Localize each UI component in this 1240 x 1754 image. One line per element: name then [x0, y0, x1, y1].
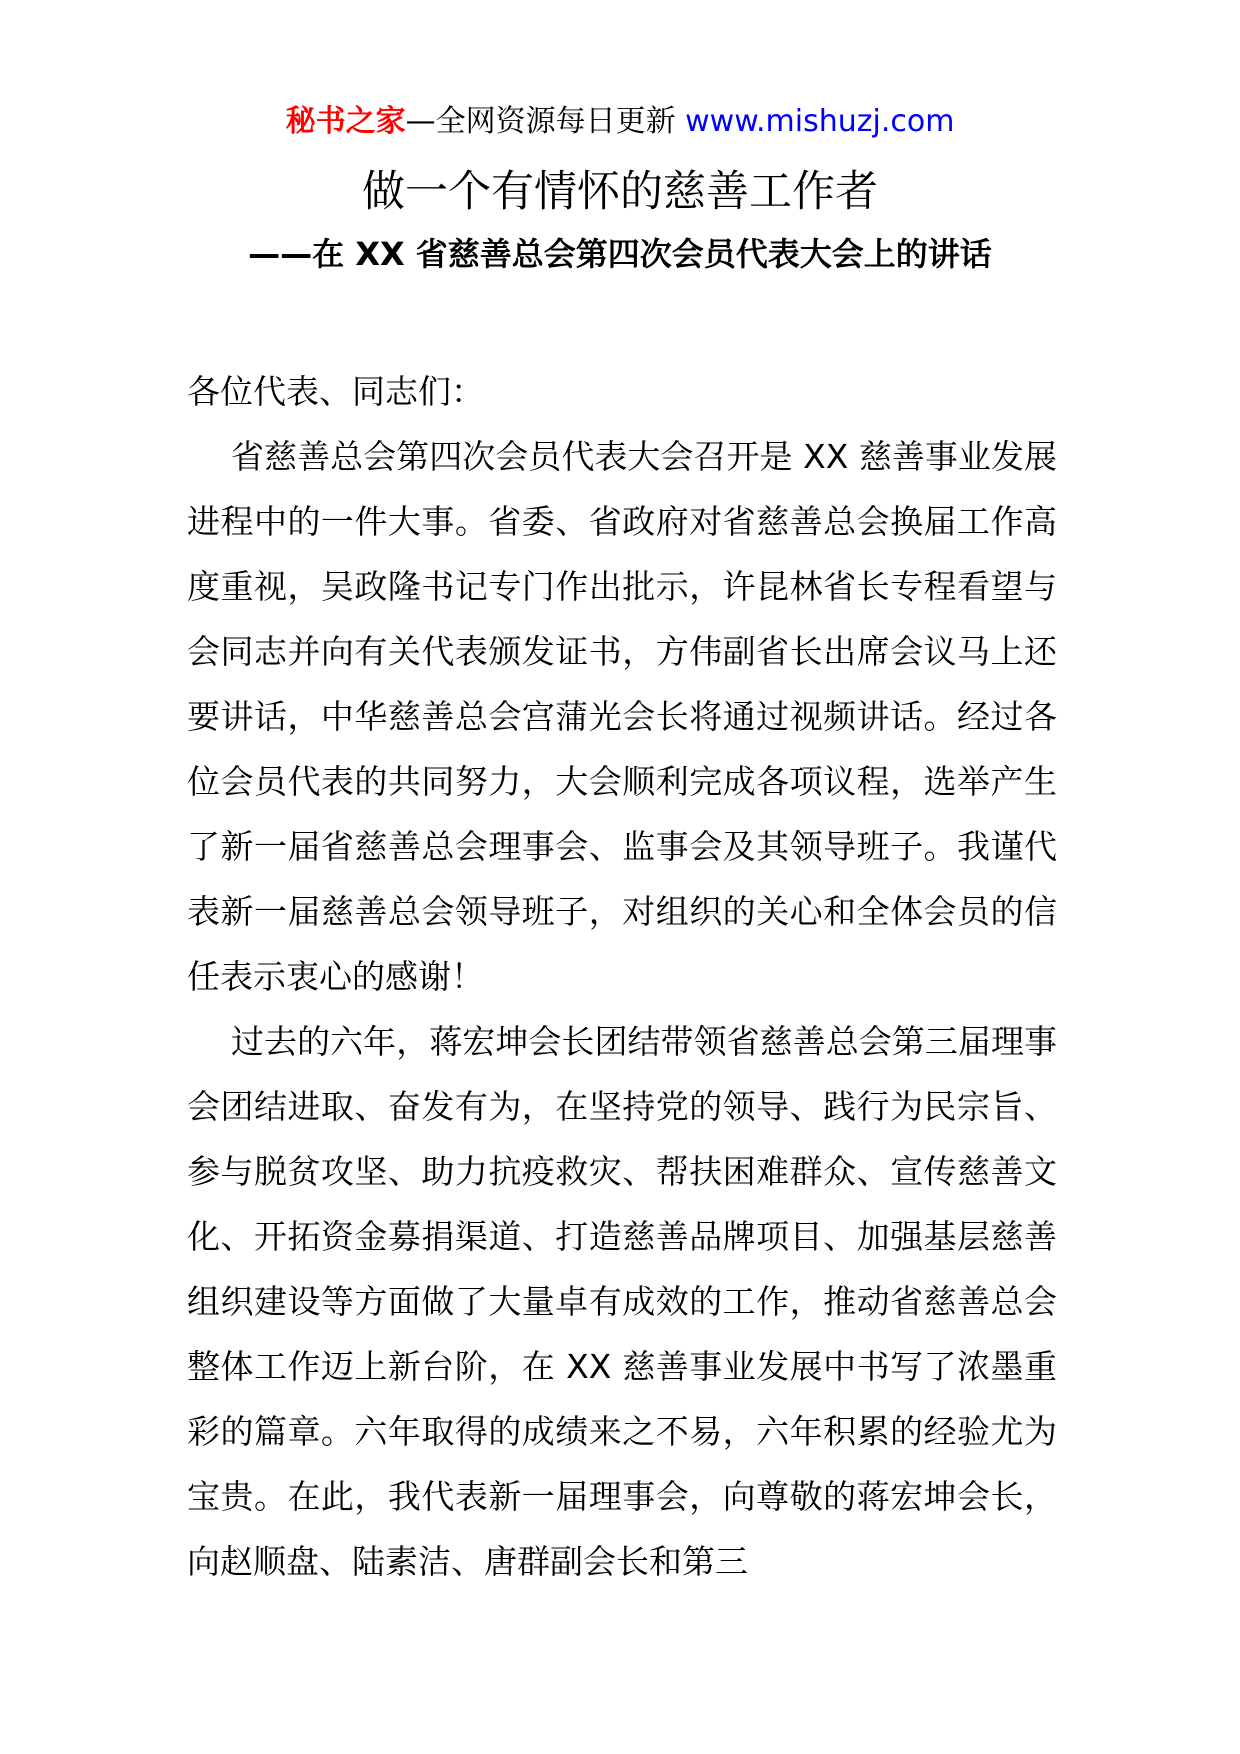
brand-name: 秘书之家 — [285, 104, 406, 139]
document-body — [187, 359, 1057, 1594]
document-title: 做一个有情怀的慈善工作者 — [362, 167, 878, 217]
salutation: 各位代表、同志们： — [187, 372, 484, 411]
body-paragraph: 过去的六年，蒋宏坤会长团结带领省慈善总会第三届理事会团结进取、奋发有为，在坚持党的领导、践行为民宗旨、参与脱贫攻坚、助力抗疫救灾、帮扶困难群众、宣传慈善文化、开拓资金募捐渠道、打造慈善品牌项目、加强基层慈善组织建设等方面做了大量卓有成效的工作，推动省慈善总会整体工作迈上新台阶，在 XX 慈善事业发展中书写了浓墨重彩的篇章。六年取得的成绩来之不易，六年积累的经验尤为宝贵。在此，我代表新一届理事会，向尊敬的蒋宏坤会长，向赵顺盘、陆素洁、唐群副会长和第三 — [187, 1022, 1057, 1581]
document-subtitle: ——在 XX 省慈善总会第四次会员代表大会上的讲话 — [248, 235, 992, 273]
site-header — [0, 102, 1240, 142]
site-url-link[interactable]: www.mishuzj.com — [685, 104, 955, 139]
header-tagline: —全网资源每日更新 — [405, 104, 676, 139]
body-paragraph: 省慈善总会第四次会员代表大会召开是 XX 慈善事业发展进程中的一件大事。省委、省政府对省慈善总会换届工作高度重视，吴政隆书记专门作出批示，许昆林省长专程看望与会同志并向有关代表颁发证书，方伟副省长出席会议马上还要讲话，中华慈善总会宫蒲光会长将通过视频讲话。经过各位会员代表的共同努力，大会顺利完成各项议程，选举产生了新一届省慈善总会理事会、监事会及其领导班子。我谨代表新一届慈善总会领导班子，对组织的关心和全体会员的信任表示衷心的感谢！ — [187, 437, 1057, 996]
